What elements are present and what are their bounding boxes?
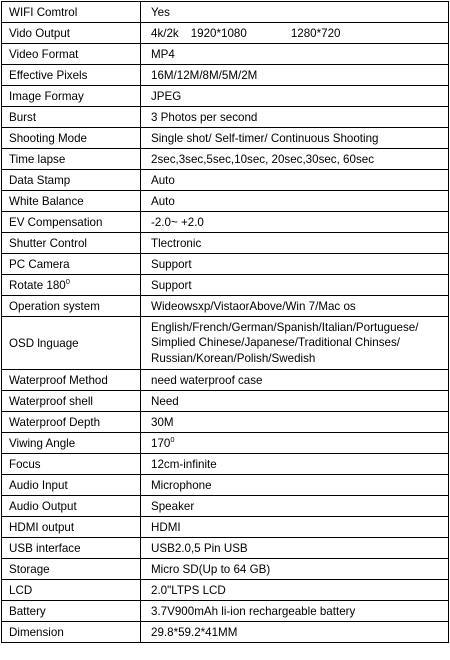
- spec-label: HDMI output: [2, 517, 141, 538]
- spec-label: PC Camera: [2, 254, 141, 275]
- spec-label: Shutter Control: [2, 233, 141, 254]
- spec-value: USB2.0,5 Pin USB: [141, 538, 449, 559]
- spec-value: Wideowsxp/VistaorAbove/Win 7/Mac os: [141, 296, 449, 317]
- spec-value: Single shot/ Self-timer/ Continuous Shooting: [141, 128, 449, 149]
- spec-label: EV Compensation: [2, 212, 141, 233]
- table-row: [2, 559, 449, 580]
- table-row: [2, 475, 449, 496]
- table-row: [2, 622, 449, 643]
- table-row: [2, 254, 449, 275]
- spec-value: -2.0~ +2.0: [141, 212, 449, 233]
- spec-label: Focus: [2, 454, 141, 475]
- spec-label: WIFI Comtrol: [2, 2, 141, 23]
- spec-value: [141, 23, 449, 44]
- degree-superscript: 0: [65, 276, 70, 286]
- spec-value-part: 1280*720: [290, 26, 341, 40]
- spec-value: need waterproof case: [141, 370, 449, 391]
- table-row: [2, 496, 449, 517]
- spec-label: Audio Input: [2, 475, 141, 496]
- spec-label: Data Stamp: [2, 170, 141, 191]
- spec-value-line: Simplied Chinese/Japanese/Traditional Chinses/: [151, 336, 400, 350]
- spec-value: 29.8*59.2*41MM: [141, 622, 449, 643]
- spec-label: Burst: [2, 107, 141, 128]
- spec-value: Speaker: [141, 496, 449, 517]
- spec-value: Support: [141, 275, 449, 296]
- spec-label: Battery: [2, 601, 141, 622]
- table-row: [2, 128, 449, 149]
- table-row: [2, 275, 449, 296]
- spec-label: Video Format: [2, 44, 141, 65]
- spec-label: Waterproof Depth: [2, 412, 141, 433]
- spec-label: [2, 275, 141, 296]
- table-row: [2, 601, 449, 622]
- table-row: [2, 370, 449, 391]
- spec-label: LCD: [2, 580, 141, 601]
- table-row: [2, 412, 449, 433]
- spec-label: White Balance: [2, 191, 141, 212]
- table-row: [2, 454, 449, 475]
- spec-value-part: 1920*1080: [190, 26, 247, 40]
- spec-value: Tlectronic: [141, 233, 449, 254]
- spec-label: Vido Output: [2, 23, 141, 44]
- spec-label: Operation system: [2, 296, 141, 317]
- spec-label: Storage: [2, 559, 141, 580]
- spec-table: [1, 1, 449, 643]
- table-row: [2, 517, 449, 538]
- spec-value: Microphone: [141, 475, 449, 496]
- table-row: [2, 296, 449, 317]
- spec-label: Waterproof Method: [2, 370, 141, 391]
- spec-value: MP4: [141, 44, 449, 65]
- spec-label-text: Rotate 180: [9, 278, 66, 292]
- spec-value: 2.0"LTPS LCD: [141, 580, 449, 601]
- spec-label: Shooting Mode: [2, 128, 141, 149]
- table-row: [2, 391, 449, 412]
- spec-label: Viwing Angle: [2, 433, 141, 454]
- spec-value-line: English/French/German/Spanish/Italian/Portuguese/: [151, 320, 419, 334]
- spec-label: Time lapse: [2, 149, 141, 170]
- table-row: [2, 233, 449, 254]
- table-row: [2, 191, 449, 212]
- spec-value-part: 4k/2k: [151, 26, 179, 40]
- table-row: [2, 212, 449, 233]
- table-row: [2, 2, 449, 23]
- degree-superscript: 0: [170, 434, 175, 444]
- spec-value: 2sec,3sec,5sec,10sec, 20sec,30sec, 60sec: [141, 149, 449, 170]
- table-row: [2, 107, 449, 128]
- table-row: [2, 317, 449, 370]
- table-row: [2, 538, 449, 559]
- spec-value: 16M/12M/8M/5M/2M: [141, 65, 449, 86]
- spec-value: Micro SD(Up to 64 GB): [141, 559, 449, 580]
- spec-value: Need: [141, 391, 449, 412]
- table-row: [2, 580, 449, 601]
- spec-label: Effective Pixels: [2, 65, 141, 86]
- table-row: [2, 86, 449, 107]
- table-row: [2, 433, 449, 454]
- spec-value-text: 170: [151, 436, 171, 450]
- spec-value-line: Russian/Korean/Polish/Swedish: [151, 351, 316, 365]
- spec-value: Auto: [141, 170, 449, 191]
- spec-label: Image Formay: [2, 86, 141, 107]
- spec-value: Support: [141, 254, 449, 275]
- spec-value: 12cm-infinite: [141, 454, 449, 475]
- spec-value: Yes: [141, 2, 449, 23]
- spec-value: Auto: [141, 191, 449, 212]
- spec-value: JPEG: [141, 86, 449, 107]
- table-row: [2, 149, 449, 170]
- table-row: [2, 23, 449, 44]
- spec-label: USB interface: [2, 538, 141, 559]
- spec-value: [141, 433, 449, 454]
- spec-label: Dimension: [2, 622, 141, 643]
- table-row: [2, 44, 449, 65]
- spec-value: 3.7V900mAh li-ion rechargeable battery: [141, 601, 449, 622]
- table-row: [2, 170, 449, 191]
- spec-value: 30M: [141, 412, 449, 433]
- spec-label: Waterproof shell: [2, 391, 141, 412]
- spec-value: HDMI: [141, 517, 449, 538]
- table-row: [2, 65, 449, 86]
- spec-label: OSD lnguage: [2, 317, 141, 370]
- spec-value: 3 Photos per second: [141, 107, 449, 128]
- spec-value: [141, 317, 449, 370]
- spec-label: Audio Output: [2, 496, 141, 517]
